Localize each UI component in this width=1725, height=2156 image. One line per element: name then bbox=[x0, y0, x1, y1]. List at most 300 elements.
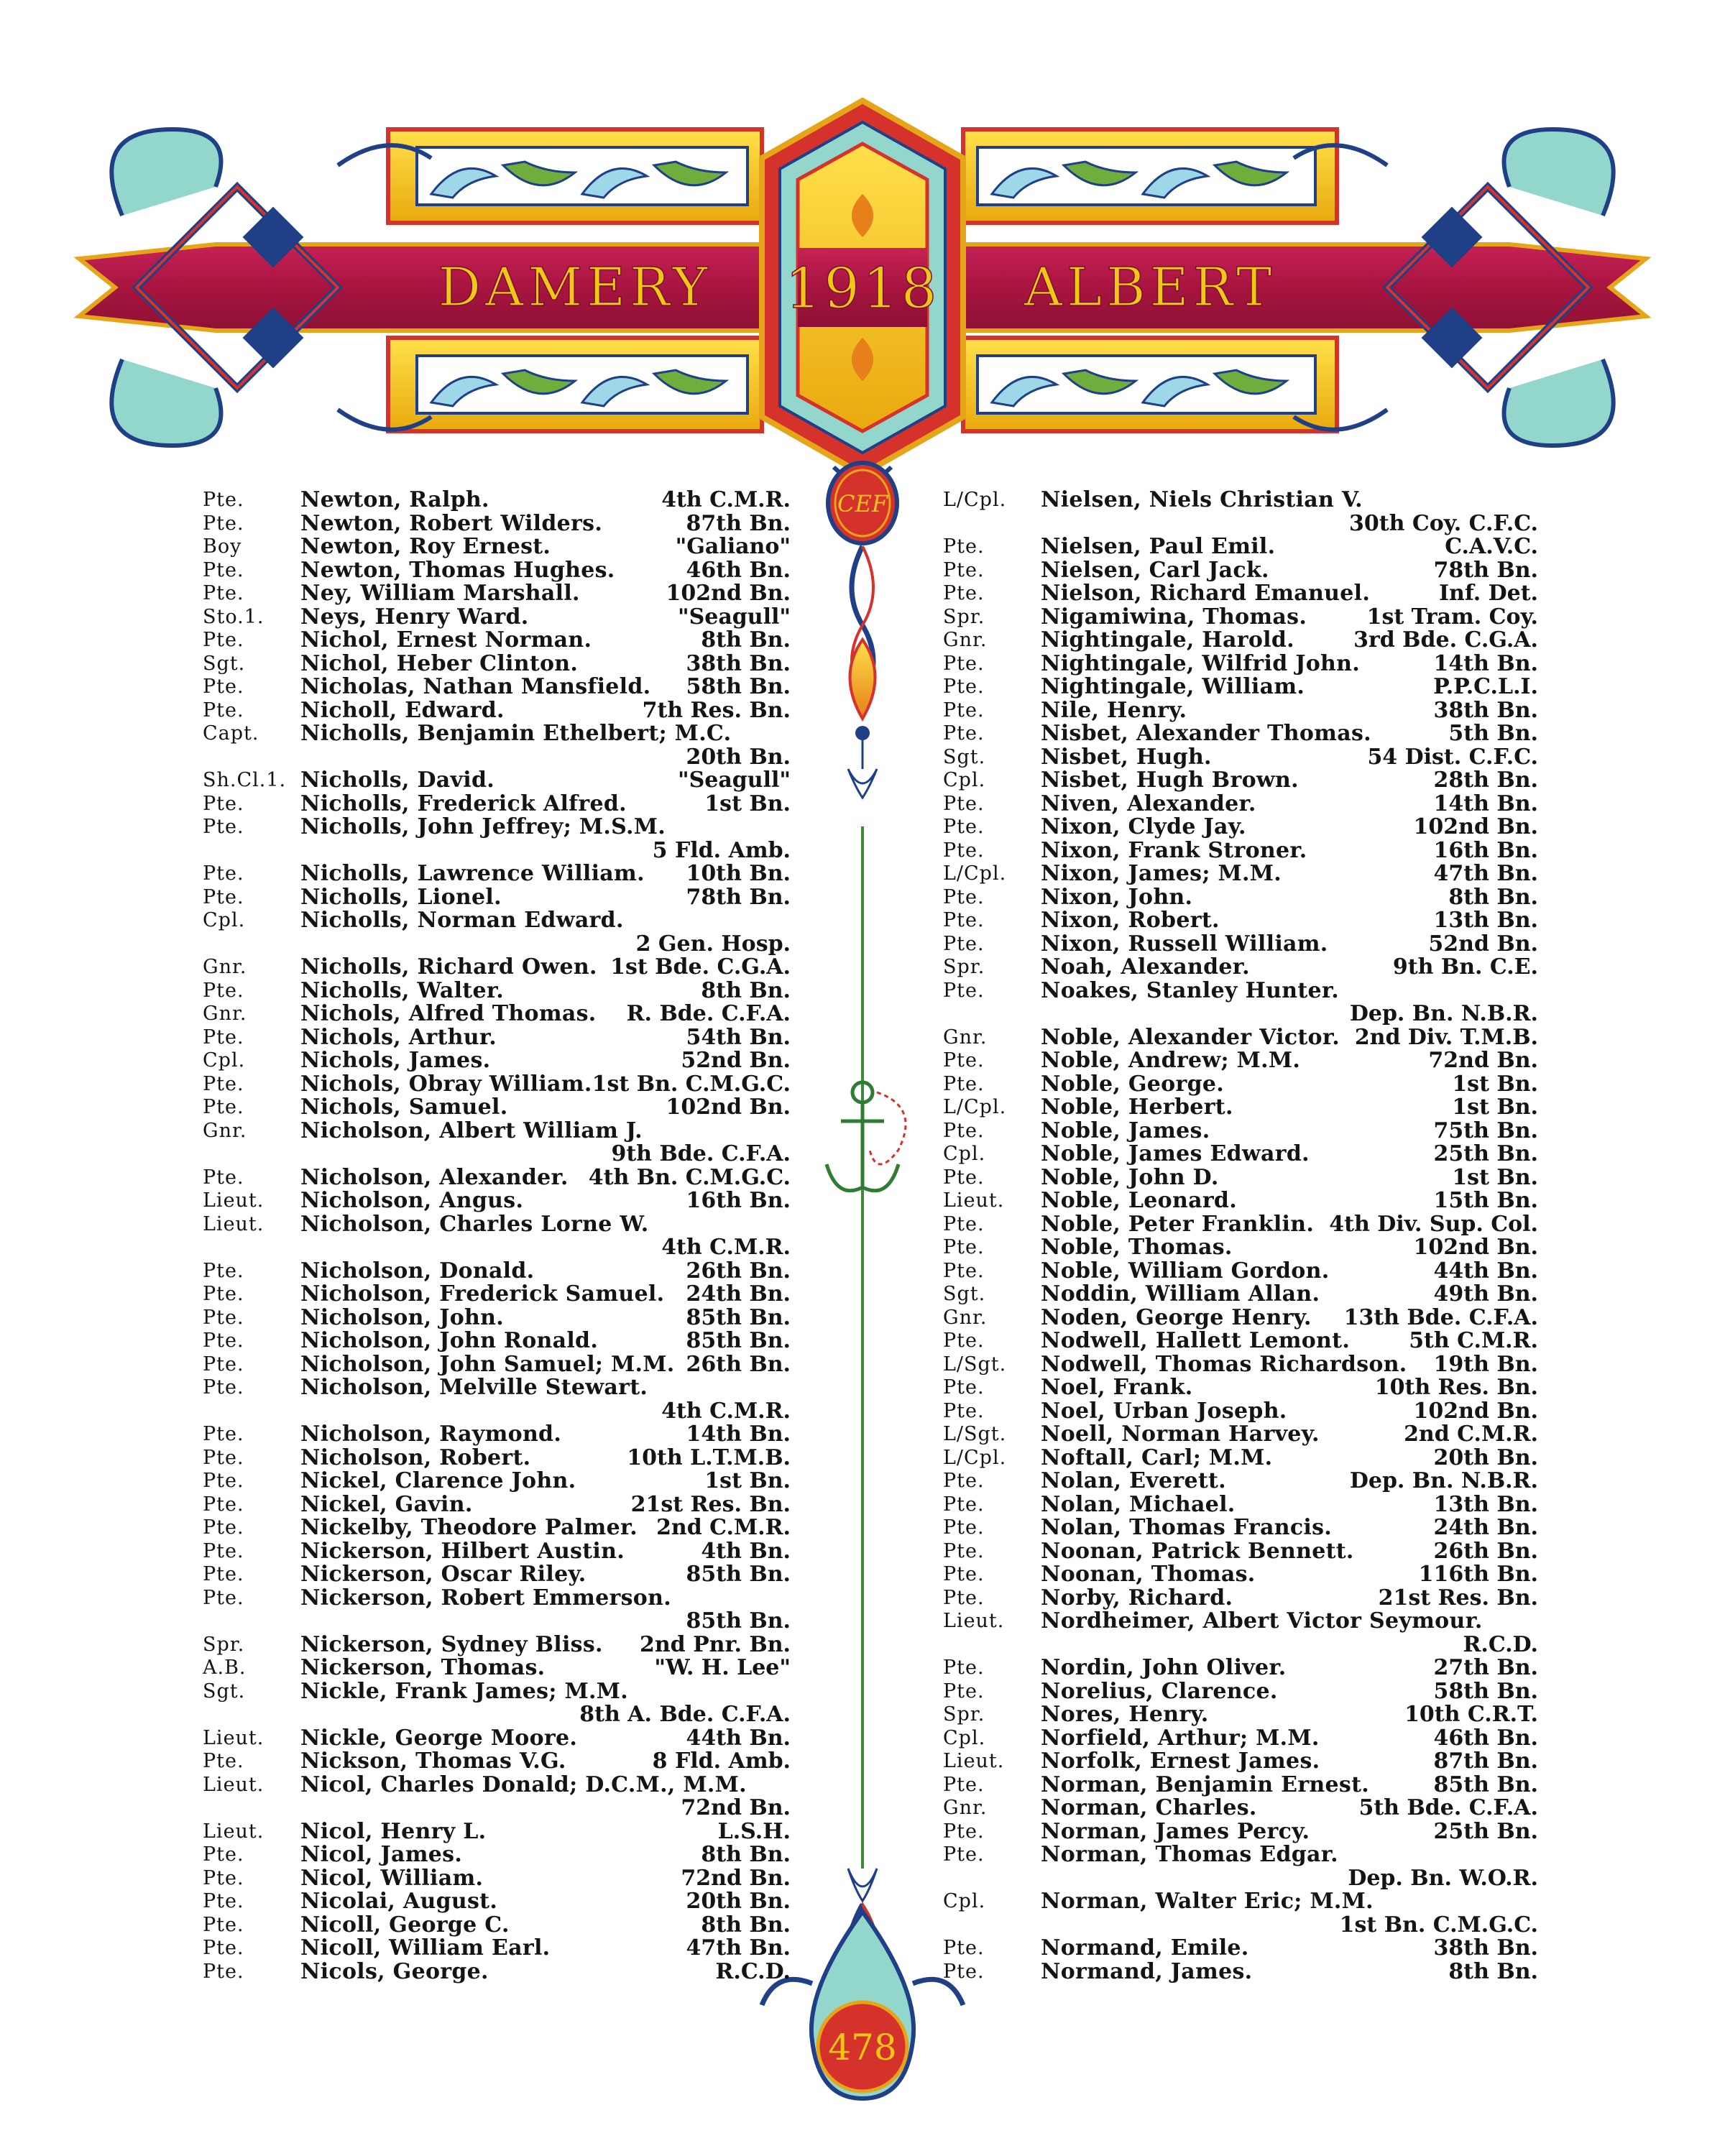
entry-unit: 28th Bn. bbox=[1433, 768, 1538, 793]
entry-name: Nichols, James. bbox=[300, 1048, 491, 1073]
entry-name: Nordheimer, Albert Victor Seymour. bbox=[1041, 1608, 1483, 1634]
entry-rank: Spr. bbox=[943, 605, 985, 628]
entry-unit: 13th Bde. C.F.A. bbox=[1343, 1304, 1538, 1330]
entry-name: Nightingale, Harold. bbox=[1041, 627, 1294, 653]
entry-name: Nickel, Clarence John. bbox=[300, 1468, 576, 1493]
entry-rank: Pte. bbox=[943, 1657, 985, 1679]
entry-rank: Lieut. bbox=[203, 1773, 264, 1796]
entry-name: Noble, Andrew; M.M. bbox=[1041, 1048, 1301, 1073]
entry-name: Nisbet, Alexander Thomas. bbox=[1041, 721, 1371, 746]
entry-unit: "Galiano" bbox=[675, 534, 791, 559]
entry-unit: 10th C.R.T. bbox=[1404, 1702, 1538, 1727]
entry-unit: 8th Bn. bbox=[701, 1912, 791, 1938]
entry-unit: 38th Bn. bbox=[1433, 697, 1538, 723]
entry-name: Noble, George. bbox=[1041, 1071, 1225, 1097]
cef-medallion bbox=[828, 463, 897, 543]
roll-entry bbox=[194, 1423, 791, 1447]
entry-rank: Lieut. bbox=[943, 1750, 1005, 1772]
roll-entry bbox=[934, 489, 1538, 512]
entry-name: Nixon, Frank Stroner. bbox=[1041, 837, 1307, 863]
roll-entry bbox=[934, 1774, 1538, 1797]
roll-entry bbox=[194, 1703, 791, 1727]
entry-name: Nicholls, Walter. bbox=[300, 977, 504, 1003]
entry-unit: 1st Bn. C.M.G.C. bbox=[592, 1071, 791, 1097]
roll-entry bbox=[934, 1400, 1538, 1424]
roll-entry bbox=[934, 1166, 1538, 1190]
entry-rank: Pte. bbox=[203, 1166, 244, 1189]
roll-entry bbox=[194, 1914, 791, 1938]
entry-rank: Lieut. bbox=[203, 1726, 264, 1749]
roll-entry bbox=[934, 1820, 1538, 1844]
entry-unit: Dep. Bn. N.B.R. bbox=[1349, 1468, 1538, 1493]
roll-entry bbox=[934, 1283, 1538, 1307]
entry-rank: Pte. bbox=[203, 1306, 244, 1329]
entry-rank: Pte. bbox=[203, 1353, 244, 1376]
roll-entry bbox=[934, 1073, 1538, 1097]
roll-entry bbox=[194, 1657, 791, 1680]
roll-entry bbox=[194, 699, 791, 723]
entry-name: Nixon, Russell William. bbox=[1041, 931, 1328, 957]
roll-entry bbox=[934, 1914, 1538, 1938]
entry-unit: 26th Bn. bbox=[686, 1258, 791, 1284]
entry-rank: Cpl. bbox=[943, 769, 986, 791]
entry-name: Noddin, William Allan. bbox=[1041, 1281, 1320, 1307]
entry-rank: Pte. bbox=[203, 629, 244, 651]
entry-unit: 85th Bn. bbox=[686, 1608, 791, 1634]
entry-unit: 10th L.T.M.B. bbox=[627, 1445, 791, 1470]
entry-rank: Pte. bbox=[943, 816, 985, 838]
entry-unit: 2 Gen. Hosp. bbox=[635, 931, 791, 957]
entry-unit: Dep. Bn. W.O.R. bbox=[1348, 1865, 1538, 1891]
entry-rank: Capt. bbox=[203, 722, 259, 745]
entry-unit: C.A.V.C. bbox=[1445, 534, 1538, 559]
entry-rank: Pte. bbox=[943, 1212, 985, 1235]
roll-entry bbox=[934, 933, 1538, 957]
entry-rank: Pte. bbox=[203, 1423, 244, 1445]
entry-name: Nickerson, Thomas. bbox=[300, 1655, 546, 1680]
entry-unit: 49th Bn. bbox=[1433, 1281, 1538, 1307]
roll-entry bbox=[194, 1820, 791, 1844]
entry-rank: Pte. bbox=[943, 1399, 985, 1422]
entry-unit: 102nd Bn. bbox=[1413, 1398, 1538, 1424]
roll-entry bbox=[934, 1657, 1538, 1680]
entry-rank: Lieut. bbox=[203, 1212, 264, 1235]
entry-name: Normand, Emile. bbox=[1041, 1935, 1249, 1961]
entry-name: Noftall, Carl; M.M. bbox=[1041, 1445, 1273, 1470]
entry-unit: 4th Bn. bbox=[701, 1538, 791, 1564]
roll-entry bbox=[194, 629, 791, 653]
entry-unit: 5th Bn. bbox=[1448, 721, 1538, 746]
entry-unit: 2nd Div. T.M.B. bbox=[1354, 1024, 1538, 1050]
entry-unit: 9th Bde. C.F.A. bbox=[611, 1141, 791, 1166]
entry-unit: 54 Dist. C.F.C. bbox=[1367, 744, 1538, 770]
roll-entry bbox=[194, 535, 791, 559]
entry-unit: 72nd Bn. bbox=[681, 1865, 791, 1891]
roll-entry bbox=[194, 1587, 791, 1611]
roll-entry bbox=[194, 933, 791, 957]
entry-name: Noble, John D. bbox=[1041, 1164, 1219, 1190]
entry-name: Noble, William Gordon. bbox=[1041, 1258, 1330, 1284]
entry-name: Newton, Thomas Hughes. bbox=[300, 557, 615, 583]
entry-rank: L/Cpl. bbox=[943, 1446, 1007, 1469]
entry-rank: Pte. bbox=[943, 1539, 985, 1562]
entry-rank: Pte. bbox=[943, 535, 985, 558]
entry-unit: 102nd Bn. bbox=[666, 581, 791, 606]
entry-name: Nichols, Obray William. bbox=[300, 1071, 592, 1097]
entry-rank: Pte. bbox=[203, 1493, 244, 1516]
entry-rank: Sgt. bbox=[203, 652, 246, 675]
entry-rank: Spr. bbox=[943, 956, 985, 978]
entry-name: Nicholls, John Jeffrey; M.S.M. bbox=[300, 814, 666, 839]
entry-unit: 4th Div. Sup. Col. bbox=[1329, 1211, 1538, 1237]
emblem-text: CEF bbox=[837, 490, 888, 517]
entry-unit: 58th Bn. bbox=[1433, 1678, 1538, 1704]
entry-rank: Pte. bbox=[943, 1820, 985, 1843]
entry-unit: 1st Bn. bbox=[1452, 1071, 1538, 1097]
entry-unit: 4th Bn. C.M.G.C. bbox=[588, 1164, 791, 1190]
roll-entry bbox=[194, 816, 791, 839]
entry-unit: 46th Bn. bbox=[686, 557, 791, 583]
entry-unit: 8th Bn. bbox=[1448, 884, 1538, 910]
entry-unit: 85th Bn. bbox=[686, 1304, 791, 1330]
roll-entry bbox=[934, 1890, 1538, 1914]
entry-name: Nickle, Frank James; M.M. bbox=[300, 1678, 628, 1704]
entry-rank: Pte. bbox=[203, 792, 244, 815]
entry-rank: Pte. bbox=[943, 1376, 985, 1399]
header-right-word: ALBERT bbox=[1024, 257, 1276, 318]
entry-rank: Gnr. bbox=[203, 1003, 247, 1025]
entry-rank: Pte. bbox=[203, 1586, 244, 1609]
entry-unit: 85th Bn. bbox=[686, 1328, 791, 1353]
entry-rank: Pte. bbox=[943, 1937, 985, 1959]
roll-entry bbox=[934, 1236, 1538, 1260]
roll-entry bbox=[934, 1958, 1538, 1984]
roll-entry bbox=[194, 793, 791, 816]
entry-name: Noonan, Thomas. bbox=[1041, 1562, 1256, 1587]
entry-rank: Gnr. bbox=[943, 1797, 988, 1819]
entry-rank: Pte. bbox=[943, 1072, 985, 1095]
entry-name: Noell, Norman Harvey. bbox=[1041, 1422, 1320, 1447]
entry-unit: 8th A. Bde. C.F.A. bbox=[579, 1702, 791, 1727]
entry-unit: 8th Bn. bbox=[701, 627, 791, 653]
roll-entry bbox=[934, 582, 1538, 606]
roll-entry bbox=[194, 1774, 791, 1797]
entry-unit: 52nd Bn. bbox=[681, 1048, 791, 1073]
entry-name: Nolan, Thomas Francis. bbox=[1041, 1515, 1333, 1540]
roll-entry bbox=[934, 886, 1538, 910]
entry-unit: 25th Bn. bbox=[1433, 1818, 1538, 1844]
entry-rank: Gnr. bbox=[943, 1026, 988, 1049]
roll-entry bbox=[934, 1610, 1538, 1634]
entry-name: Nicholson, Frederick Samuel. bbox=[300, 1281, 665, 1307]
roll-entry bbox=[194, 1680, 791, 1704]
entry-name: Newton, Roy Ernest. bbox=[300, 534, 551, 559]
entry-rank: Pte. bbox=[203, 676, 244, 698]
roll-entry bbox=[194, 1867, 791, 1891]
roll-entry bbox=[194, 1470, 791, 1493]
entry-rank: Pte. bbox=[203, 489, 244, 511]
entry-name: Nickson, Thomas V.G. bbox=[300, 1749, 566, 1774]
roll-entry bbox=[194, 1189, 791, 1213]
entry-name: Normand, James. bbox=[1041, 1958, 1253, 1984]
entry-rank: Pte. bbox=[943, 1843, 985, 1866]
entry-name: Nicol, William. bbox=[300, 1865, 484, 1891]
entry-rank: Sh.Cl.1. bbox=[203, 769, 287, 791]
entry-unit: Dep. Bn. N.B.R. bbox=[1349, 1001, 1538, 1026]
entry-name: Nicholls, Lionel. bbox=[300, 884, 502, 910]
entry-unit: 1st Bn. bbox=[1452, 1164, 1538, 1190]
entry-name: Nicol, Henry L. bbox=[300, 1818, 487, 1844]
roll-entry bbox=[194, 769, 791, 793]
entry-unit: 44th Bn. bbox=[686, 1725, 791, 1751]
entry-rank: Lieut. bbox=[203, 1820, 264, 1843]
entry-rank: Pte. bbox=[943, 1773, 985, 1796]
roll-entry bbox=[934, 1447, 1538, 1470]
entry-name: Nicholson, Donald. bbox=[300, 1258, 535, 1284]
entry-name: Noden, George Henry. bbox=[1041, 1304, 1312, 1330]
roll-entry bbox=[934, 956, 1538, 980]
entry-name: Nightingale, William. bbox=[1041, 674, 1305, 699]
entry-name: Noble, Peter Franklin. bbox=[1041, 1211, 1315, 1237]
roll-entry bbox=[194, 1447, 791, 1470]
roll-entry bbox=[194, 1400, 791, 1424]
entry-name: Nodwell, Thomas Richardson. bbox=[1041, 1351, 1407, 1377]
entry-unit: 2nd C.M.R. bbox=[1404, 1422, 1538, 1447]
entry-unit: 30th Coy. C.F.C. bbox=[1349, 510, 1538, 536]
entry-name: Noble, Alexander Victor. bbox=[1041, 1024, 1340, 1050]
entry-name: Nielson, Richard Emanuel. bbox=[1041, 581, 1371, 606]
roll-entry bbox=[194, 489, 791, 512]
entry-name: Nixon, John. bbox=[1041, 884, 1193, 910]
roll-entry bbox=[934, 722, 1538, 746]
entry-rank: Pte. bbox=[203, 558, 244, 581]
header-year: 1918 bbox=[785, 257, 940, 321]
roll-entry bbox=[194, 886, 791, 910]
entry-unit: 20th Bn. bbox=[1433, 1445, 1538, 1470]
entry-name: Nicholson, Angus. bbox=[300, 1188, 524, 1213]
entry-rank: Pte. bbox=[943, 1960, 985, 1983]
entry-rank: L/Cpl. bbox=[943, 862, 1007, 885]
entry-unit: 3rd Bde. C.G.A. bbox=[1353, 627, 1538, 653]
roll-entry bbox=[934, 1096, 1538, 1120]
roll-entry bbox=[194, 746, 791, 770]
entry-unit: 58th Bn. bbox=[686, 674, 791, 699]
roll-entry bbox=[934, 1493, 1538, 1517]
entry-name: Nisbet, Hugh. bbox=[1041, 744, 1212, 770]
entry-name: Nicholls, Frederick Alfred. bbox=[300, 791, 627, 816]
entry-unit: 27th Bn. bbox=[1433, 1655, 1538, 1680]
roll-entry bbox=[934, 1797, 1538, 1820]
entry-unit: 26th Bn. bbox=[1433, 1538, 1538, 1564]
entry-rank: Pte. bbox=[943, 932, 985, 955]
entry-unit: 4th C.M.R. bbox=[661, 1235, 791, 1260]
entry-rank: Pte. bbox=[203, 1750, 244, 1772]
entry-name: Nicol, James. bbox=[300, 1842, 463, 1867]
roll-entry bbox=[934, 629, 1538, 653]
entry-rank: L/Cpl. bbox=[943, 1096, 1007, 1118]
entry-rank: Pte. bbox=[943, 1516, 985, 1539]
entry-rank: Pte. bbox=[203, 1330, 244, 1352]
roll-entry bbox=[934, 746, 1538, 770]
roll-entry bbox=[194, 1166, 791, 1190]
entry-unit: R.C.D. bbox=[1463, 1631, 1538, 1657]
entry-unit: 102nd Bn. bbox=[666, 1095, 791, 1120]
entry-rank: Pte. bbox=[203, 1259, 244, 1282]
entry-unit: 44th Bn. bbox=[1433, 1258, 1538, 1284]
entry-name: Nixon, Robert. bbox=[1041, 908, 1220, 933]
entry-unit: 14th Bn. bbox=[1433, 791, 1538, 816]
roll-entry bbox=[934, 699, 1538, 723]
entry-rank: Pte. bbox=[203, 1026, 244, 1049]
entry-rank: Gnr. bbox=[943, 629, 988, 651]
roll-entry bbox=[934, 769, 1538, 793]
roll-entry bbox=[934, 1376, 1538, 1400]
roll-entry bbox=[934, 839, 1538, 863]
roll-entry bbox=[194, 1631, 791, 1657]
roll-entry bbox=[194, 512, 791, 536]
entry-unit: 1st Bn. bbox=[704, 1468, 791, 1493]
entry-rank: Pte. bbox=[943, 1236, 985, 1258]
entry-unit: 5 Fld. Amb. bbox=[652, 837, 791, 863]
entry-unit: 38th Bn. bbox=[686, 650, 791, 676]
entry-rank: Pte. bbox=[203, 862, 244, 885]
entry-rank: Pte. bbox=[203, 1516, 244, 1539]
entry-unit: 87th Bn. bbox=[1433, 1749, 1538, 1774]
entry-unit: 5th C.M.R. bbox=[1409, 1328, 1538, 1353]
entry-unit: 14th Bn. bbox=[1433, 650, 1538, 676]
roll-entry bbox=[194, 1330, 791, 1353]
entry-name: Nicholson, Robert. bbox=[300, 1445, 531, 1470]
entry-unit: 8 Fld. Amb. bbox=[652, 1749, 791, 1774]
entry-rank: Pte. bbox=[203, 1866, 244, 1889]
entry-rank: Gnr. bbox=[943, 1306, 988, 1329]
entry-unit: 16th Bn. bbox=[1433, 837, 1538, 863]
roll-entry bbox=[194, 606, 791, 630]
roll-entry bbox=[194, 676, 791, 699]
roll-entry bbox=[194, 909, 791, 933]
entry-name: Norfield, Arthur; M.M. bbox=[1041, 1725, 1320, 1751]
entry-name: Nickerson, Sydney Bliss. bbox=[300, 1631, 603, 1657]
entry-unit: 87th Bn. bbox=[686, 510, 791, 536]
roll-entry bbox=[934, 1213, 1538, 1237]
entry-unit: 20th Bn. bbox=[686, 1889, 791, 1914]
entry-unit: 8th Bn. bbox=[1448, 1958, 1538, 1984]
roll-entry bbox=[934, 1680, 1538, 1704]
entry-name: Noble, James. bbox=[1041, 1118, 1210, 1143]
roll-entry bbox=[194, 1260, 791, 1284]
header-left-word: DAMERY bbox=[438, 257, 712, 318]
roll-entry bbox=[934, 1540, 1538, 1564]
roll-entry bbox=[934, 909, 1538, 933]
entry-unit: 5th Bde. C.F.A. bbox=[1358, 1795, 1538, 1820]
entry-rank: Pte. bbox=[943, 1586, 985, 1609]
entry-name: Nicholson, John. bbox=[300, 1304, 504, 1330]
entry-rank: Pte. bbox=[943, 722, 985, 745]
roll-entry bbox=[194, 1049, 791, 1073]
entry-name: Nigamiwina, Thomas. bbox=[1041, 604, 1307, 630]
entry-rank: Pte. bbox=[943, 1330, 985, 1352]
entry-unit: 19th Bn. bbox=[1433, 1351, 1538, 1377]
entry-unit: 13th Bn. bbox=[1433, 1491, 1538, 1517]
left-name-column bbox=[194, 489, 791, 1984]
entry-name: Nicholls, Richard Owen. bbox=[300, 954, 597, 980]
roll-entry bbox=[194, 1610, 791, 1634]
entry-rank: Pte. bbox=[203, 1376, 244, 1399]
entry-rank: Sgt. bbox=[943, 745, 986, 768]
roll-entry bbox=[934, 1563, 1538, 1587]
roll-entry bbox=[934, 1867, 1538, 1891]
roll-entry bbox=[194, 1236, 791, 1260]
roll-entry bbox=[934, 862, 1538, 886]
entry-unit: 16th Bn. bbox=[686, 1188, 791, 1213]
entry-unit: 46th Bn. bbox=[1433, 1725, 1538, 1751]
entry-name: Nores, Henry. bbox=[1041, 1702, 1209, 1727]
roll-entry bbox=[934, 1587, 1538, 1611]
entry-name: Nichols, Samuel. bbox=[300, 1095, 508, 1120]
entry-name: Nicols, George. bbox=[300, 1958, 489, 1984]
roll-entry bbox=[194, 1143, 791, 1166]
entry-name: Nixon, James; M.M. bbox=[1041, 861, 1282, 886]
entry-rank: Pte. bbox=[943, 885, 985, 908]
roll-entry bbox=[194, 559, 791, 583]
entry-unit: R.C.D. bbox=[715, 1958, 791, 1984]
entry-unit: 116th Bn. bbox=[1418, 1562, 1538, 1587]
entry-rank: Pte. bbox=[203, 1072, 244, 1095]
roll-entry bbox=[194, 722, 791, 746]
entry-rank: A.B. bbox=[203, 1657, 247, 1679]
roll-entry bbox=[934, 1330, 1538, 1353]
entry-unit: 20th Bn. bbox=[686, 744, 791, 770]
entry-rank: Boy bbox=[203, 535, 242, 558]
right-name-column bbox=[934, 489, 1538, 1984]
entry-unit: 85th Bn. bbox=[1433, 1772, 1538, 1797]
entry-name: Noble, Thomas. bbox=[1041, 1235, 1233, 1260]
entry-name: Noel, Frank. bbox=[1041, 1375, 1193, 1400]
entry-name: Nicholl, Edward. bbox=[300, 697, 505, 723]
entry-unit: 54th Bn. bbox=[686, 1024, 791, 1050]
entry-unit: 25th Bn. bbox=[1433, 1141, 1538, 1166]
roll-entry bbox=[934, 1423, 1538, 1447]
entry-rank: Pte. bbox=[943, 582, 985, 604]
entry-unit: 13th Bn. bbox=[1433, 908, 1538, 933]
entry-name: Newton, Ralph. bbox=[300, 487, 489, 512]
entry-unit: 2nd C.M.R. bbox=[656, 1515, 791, 1540]
entry-rank: Pte. bbox=[943, 1563, 985, 1585]
roll-entry bbox=[194, 1958, 791, 1984]
roll-entry bbox=[194, 839, 791, 863]
entry-unit: 1st Bn. bbox=[704, 791, 791, 816]
entry-name: Norman, Charles. bbox=[1041, 1795, 1257, 1820]
entry-rank: L/Cpl. bbox=[943, 489, 1007, 511]
entry-name: Nicholls, David. bbox=[300, 768, 494, 793]
entry-unit: 10th Res. Bn. bbox=[1374, 1375, 1538, 1400]
entry-rank: Pte. bbox=[203, 1563, 244, 1585]
roll-entry bbox=[934, 1750, 1538, 1774]
roll-entry bbox=[194, 1727, 791, 1751]
entry-name: Nichol, Heber Clinton. bbox=[300, 650, 579, 676]
entry-unit: 52nd Bn. bbox=[1428, 931, 1538, 957]
roll-entry bbox=[194, 1750, 791, 1774]
entry-rank: Sgt. bbox=[203, 1680, 246, 1703]
entry-name: Noble, James Edward. bbox=[1041, 1141, 1310, 1166]
entry-rank: Pte. bbox=[203, 582, 244, 604]
roll-entry bbox=[934, 1260, 1538, 1284]
entry-unit: 2nd Pnr. Bn. bbox=[639, 1631, 791, 1657]
entry-name: Nicholson, John Samuel; M.M. bbox=[300, 1351, 675, 1377]
entry-rank: Pte. bbox=[203, 816, 244, 838]
entry-name: Nicholson, Charles Lorne W. bbox=[300, 1211, 649, 1237]
entry-unit: 10th Bn. bbox=[686, 861, 791, 886]
